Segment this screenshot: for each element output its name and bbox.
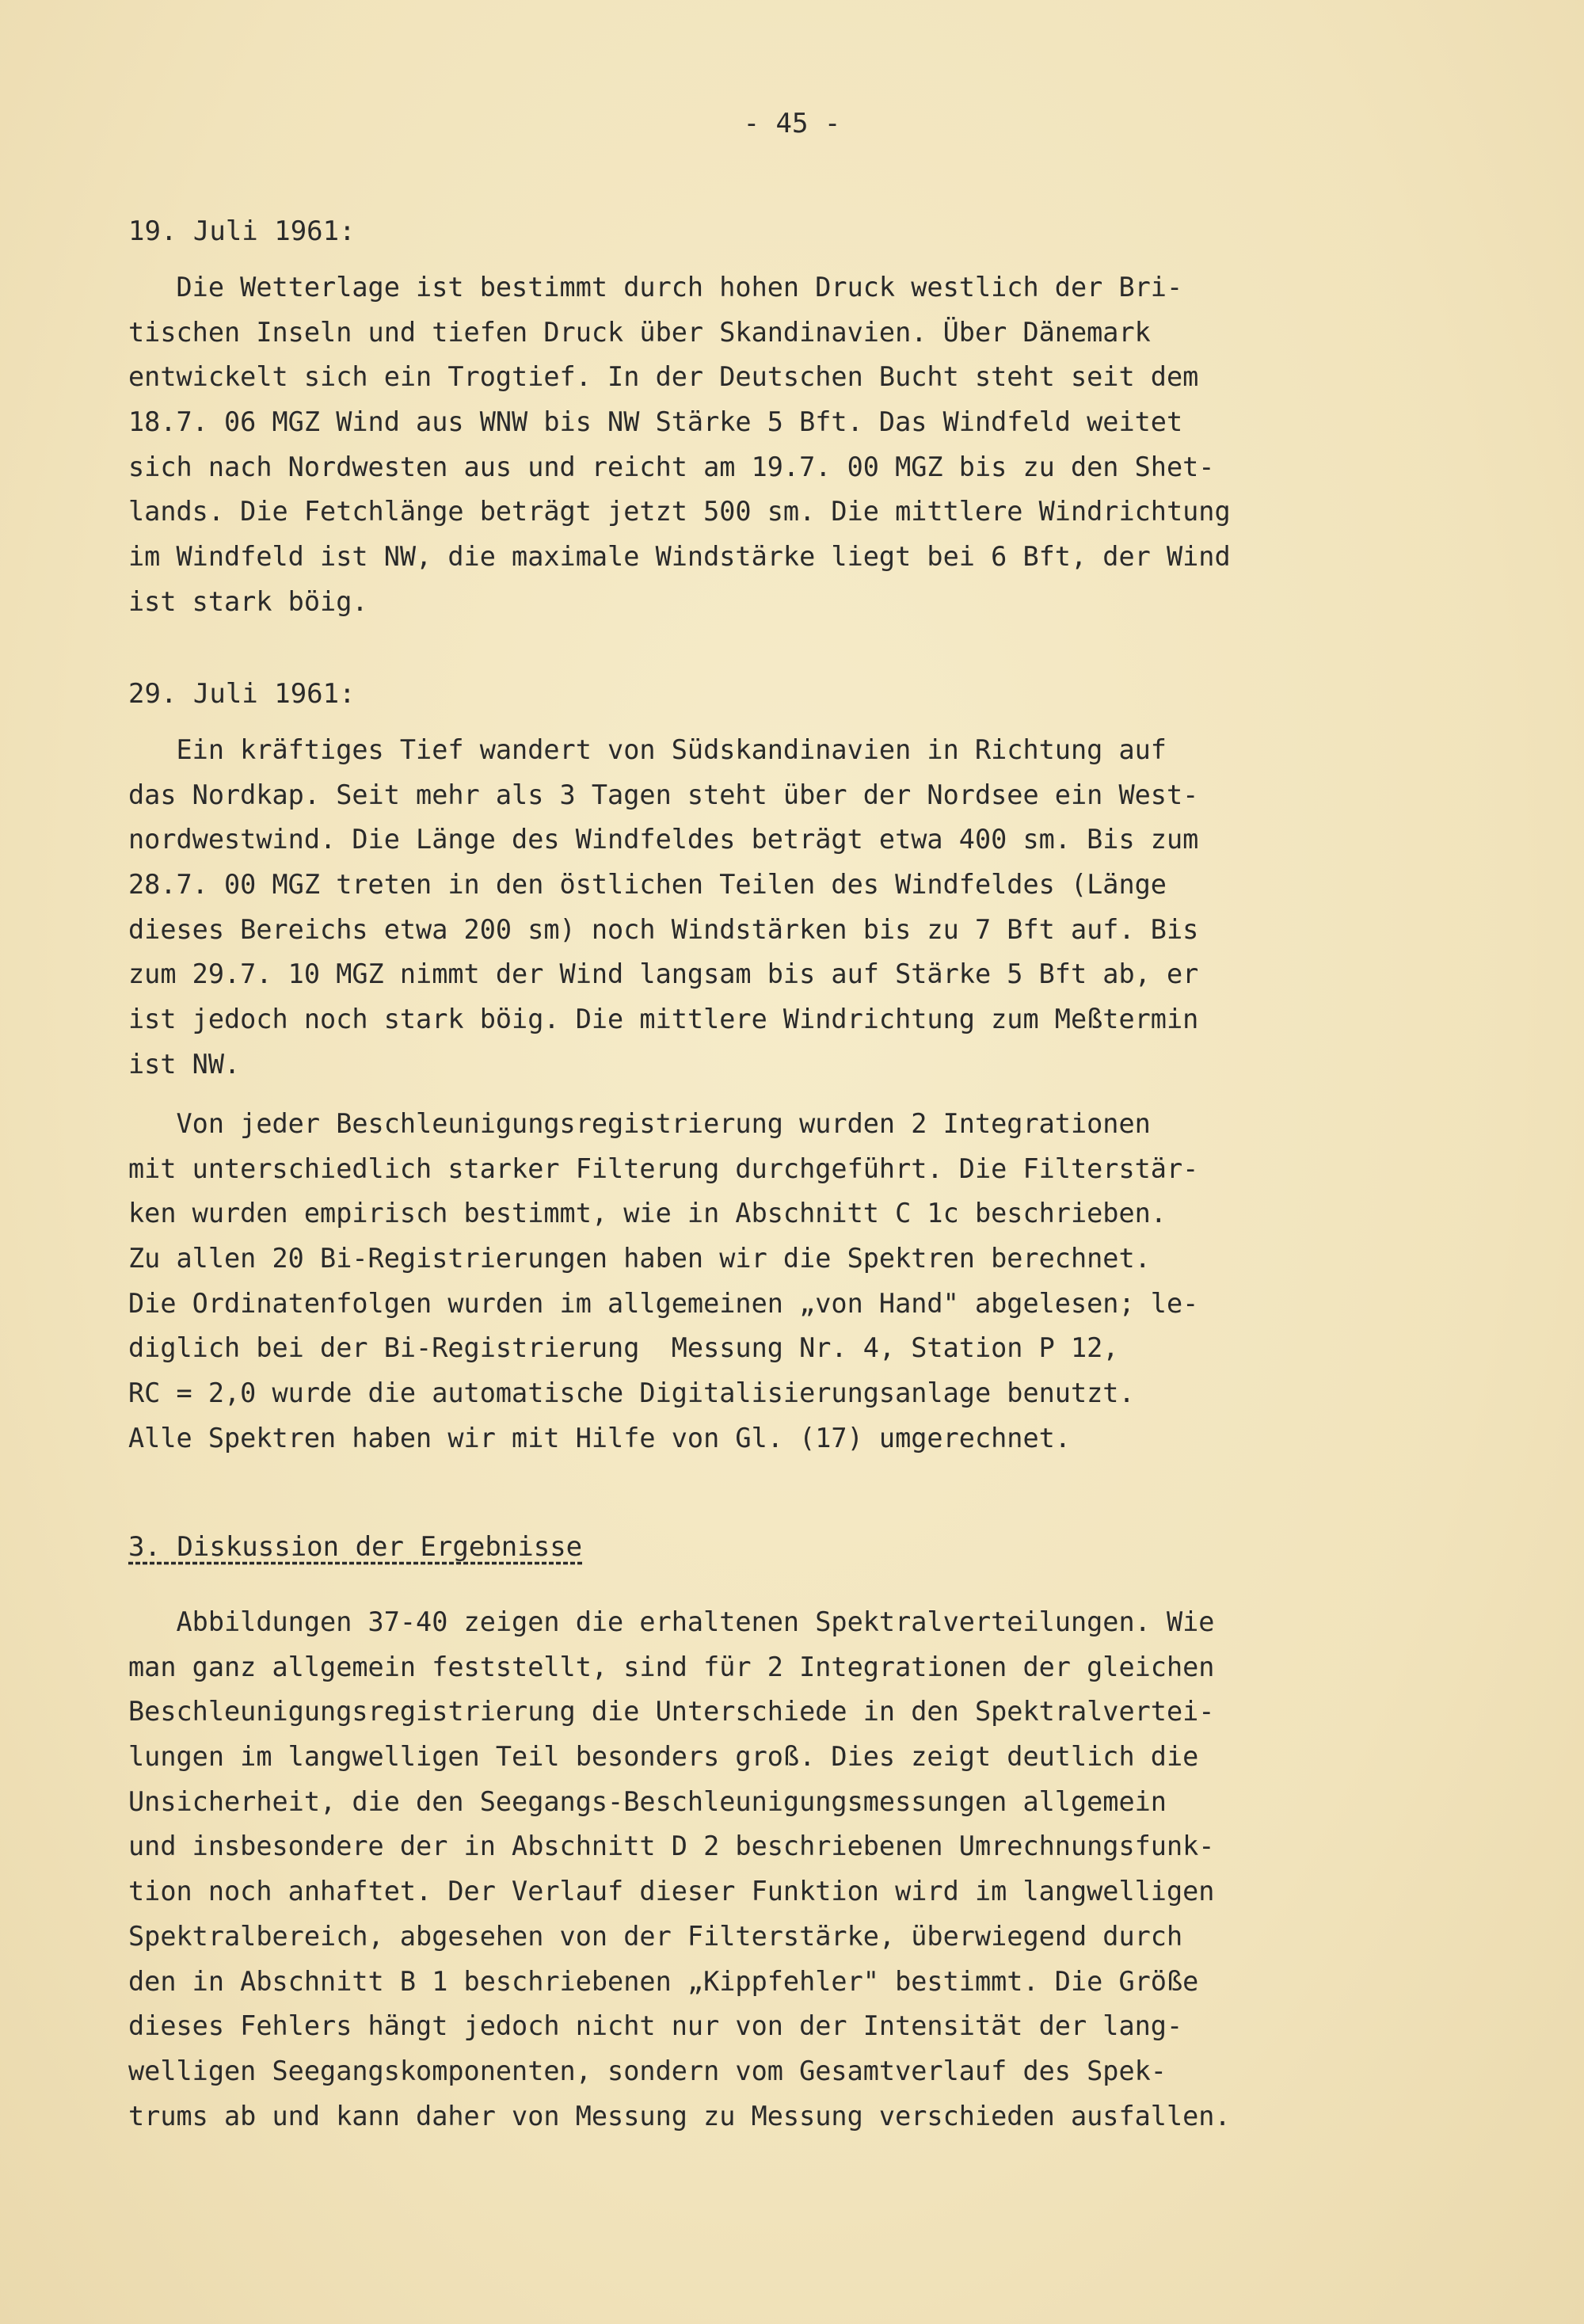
text-line: Von jeder Beschleunigungsregistrierung wurden 2 Integrationen [128,1108,1151,1139]
page-number: - 45 - [743,108,841,139]
paragraph-diskussion [128,1600,1231,2139]
text-line: ist stark böig. [128,585,368,617]
paragraph-19-juli [128,265,1231,625]
paragraph-integration [128,1102,1198,1461]
text-line: entwickelt sich ein Trogtief. In der Deutschen Bucht steht seit dem [128,361,1199,393]
text-line: Die Wetterlage ist bestimmt durch hohen Druck westlich der Bri- [128,272,1183,303]
text-line: den in Abschnitt B 1 beschriebenen „Kippfehler" bestimmt. Die Größe [128,1965,1199,1997]
section-date-29-juli: 29. Juli 1961: [128,678,356,710]
text-line: tischen Inseln und tiefen Druck über Skandinavien. Über Dänemark [128,316,1151,348]
text-line: 28.7. 00 MGZ treten in den östlichen Teilen des Windfeldes (Länge [128,869,1167,901]
text-line: ist NW. [128,1048,241,1080]
text-line: Zu allen 20 Bi-Registrierungen haben wir die Spektren berechnet. [128,1243,1151,1274]
text-line: Unsicherheit, die den Seegangs-Beschleunigungsmessungen allgemein [128,1785,1167,1817]
text-line: Alle Spektren haben wir mit Hilfe von Gl. (17) umgerechnet. [128,1422,1071,1453]
text-line: lungen im langwelligen Teil besonders groß. Dies zeigt deutlich die [128,1741,1199,1773]
text-line: dieses Fehlers hängt jedoch nicht nur von der Intensität der lang- [128,2010,1183,2042]
text-line: dieses Bereichs etwa 200 sm) noch Windstärken bis zu 7 Bft auf. Bis [128,913,1199,945]
text-line: Spektralbereich, abgesehen von der Filterstärke, überwiegend durch [128,1920,1183,1952]
text-line: zum 29.7. 10 MGZ nimmt der Wind langsam bis auf Stärke 5 Bft ab, er [128,958,1199,990]
text-line: tion noch anhaftet. Der Verlauf dieser Funktion wird im langwelligen [128,1876,1215,1907]
text-line: welligen Seegangskomponenten, sondern vom Gesamtverlauf des Spek- [128,2055,1167,2086]
text-line: Beschleunigungsregistrierung die Unterschiede in den Spektralvertei- [128,1696,1215,1728]
text-line: sich nach Nordwesten aus und reicht am 19.7. 00 MGZ bis zu den Shet- [128,451,1215,482]
text-line: man ganz allgemein feststellt, sind für 2 Integrationen der gleichen [128,1651,1215,1682]
section-heading: 3. Diskussion der Ergebnisse [128,1531,583,1563]
text-line: diglich bei der Bi-Registrierung Messung Nr. 4, Station P 12, [128,1332,1119,1364]
text-line: Die Ordinatenfolgen wurden im allgemeinen „von Hand" abgelesen; le- [128,1287,1199,1319]
text-line: RC = 2,0 wurde die automatische Digitalisierungsanlage benutzt. [128,1377,1135,1409]
text-line: im Windfeld ist NW, die maximale Windstärke liegt bei 6 Bft, der Wind [128,541,1231,573]
text-line: das Nordkap. Seit mehr als 3 Tagen steht über der Nordsee ein West- [128,779,1199,810]
text-line: nordwestwind. Die Länge des Windfeldes beträgt etwa 400 sm. Bis zum [128,824,1199,855]
text-line: Abbildungen 37-40 zeigen die erhaltenen Spektralverteilungen. Wie [128,1606,1215,1637]
text-line: 18.7. 06 MGZ Wind aus WNW bis NW Stärke 5 Bft. Das Windfeld weitet [128,406,1183,438]
paragraph-29-juli [128,728,1198,1088]
text-line: ken wurden empirisch bestimmt, wie in Abschnitt C 1c beschrieben. [128,1198,1167,1229]
text-line: lands. Die Fetchlänge beträgt jetzt 500 sm. Die mittlere Windrichtung [128,496,1231,528]
text-line: Ein kräftiges Tief wandert von Südskandinavien in Richtung auf [128,734,1167,765]
text-line: trums ab und kann daher von Messung zu Messung verschieden ausfallen. [128,2100,1231,2132]
text-line: mit unterschiedlich starker Filterung durchgeführt. Die Filterstär- [128,1152,1199,1184]
section-date-19-juli: 19. Juli 1961: [128,215,356,247]
text-line: und insbesondere der in Abschnitt D 2 beschriebenen Umrechnungsfunk- [128,1831,1215,1862]
text-line: ist jedoch noch stark böig. Die mittlere Windrichtung zum Meßtermin [128,1004,1199,1035]
